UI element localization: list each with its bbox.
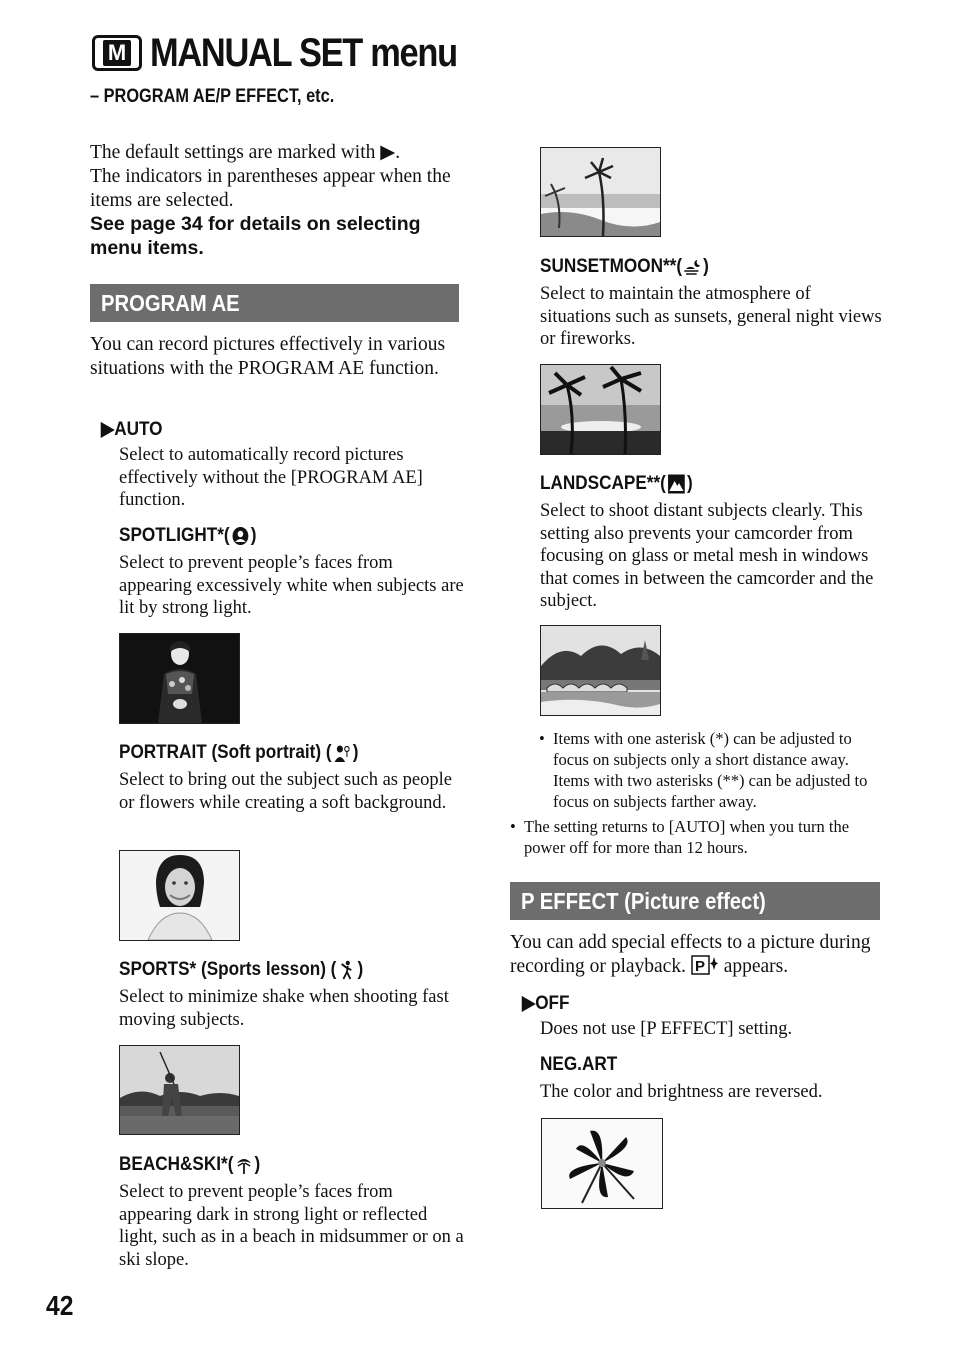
item-auto-label: ▶AUTO xyxy=(101,418,163,440)
sports-example-photo xyxy=(119,1045,240,1135)
page-subtitle: – PROGRAM AE/P EFFECT, etc. xyxy=(90,86,335,107)
item-landscape-text: Select to shoot distant subjects clearly. This setting also prevents your camcorder from focusing on glass or metal mesh in windows that comes in between the camcorder and the subject. xyxy=(540,501,874,611)
sports-icon xyxy=(338,960,356,980)
item-auto-text: Select to automatically record pictures effectively without the [PROGRAM AE] function. xyxy=(119,445,423,510)
page-title-row xyxy=(92,32,507,74)
note-asterisk: • Items with one asterisk (*) can be adjusted to focus on subjects only a short distance away. Items with two asterisks (**) can be adjusted to focus on subjects farther away. xyxy=(539,729,868,811)
item-neg-art-text: The color and brightness are reversed. xyxy=(540,1082,823,1102)
page-number: 42 xyxy=(46,1290,74,1321)
beach-ski-example-photo xyxy=(540,147,661,237)
sunset-moon-icon xyxy=(684,257,702,277)
item-spotlight-label: SPOTLIGHT*( ) xyxy=(119,524,257,546)
item-beach-ski-label: BEACH&SKI*( ) xyxy=(119,1153,261,1175)
notes-list xyxy=(539,728,874,812)
section-program-ae: PROGRAM AE xyxy=(90,284,459,322)
intro-note: See page 34 for details on selecting menu items. xyxy=(90,213,421,259)
item-sports-text: Select to minimize shake when shooting fast moving subjects. xyxy=(119,987,449,1030)
item-portrait-text: Select to bring out the subject such as people or flowers while creating a soft background. xyxy=(119,770,452,813)
item-off-label: ▶OFF xyxy=(522,992,570,1014)
manual-set-menu-icon: M xyxy=(92,35,142,71)
item-portrait-label: PORTRAIT (Soft portrait) ( ) xyxy=(119,741,359,763)
landscape-icon xyxy=(668,474,686,494)
item-beach-ski-text: Select to prevent people’s faces from appearing dark in strong light or reflected light, such as in a beach in midsummer or on a ski slope. xyxy=(119,1182,464,1270)
item-spotlight-text: Select to prevent people’s faces from appearing excessively white when subjects are lit by strong light. xyxy=(119,553,464,618)
landscape-example-photo xyxy=(540,625,661,716)
svg-text:P: P xyxy=(694,958,705,975)
item-off-text: Does not use [P EFFECT] setting. xyxy=(540,1019,793,1039)
intro-line2: The indicators in parentheses appear when the items are selected. xyxy=(90,166,451,211)
item-landscape-label: LANDSCAPE**( ) xyxy=(540,472,693,494)
p-effect-description: You can add special effects to a picture during recording or playback. P appears. xyxy=(510,931,882,982)
section-p-effect: P EFFECT (Picture effect) xyxy=(510,882,880,920)
sunsetmoon-example-photo xyxy=(540,364,661,455)
notes-list-2 xyxy=(510,816,874,858)
spotlight-example-photo xyxy=(119,633,240,724)
beach-ski-icon xyxy=(235,1155,253,1175)
p-effect-indicator-icon xyxy=(691,955,719,982)
neg-art-example-photo xyxy=(541,1118,663,1209)
item-sunsetmoon-label: SUNSETMOON**( ) xyxy=(540,255,709,277)
item-sports-label: SPORTS* (Sports lesson) ( ) xyxy=(119,958,364,980)
intro-text xyxy=(90,141,460,213)
note-auto-reset: • The setting returns to [AUTO] when you turn the power off for more than 12 hours. xyxy=(510,817,850,857)
item-sunsetmoon-text: Select to maintain the atmosphere of situations such as sunsets, general night views or fireworks. xyxy=(540,284,882,349)
item-neg-art-label: NEG.ART xyxy=(540,1053,618,1075)
portrait-example-photo xyxy=(119,850,240,941)
page-title: MANUAL SET menu xyxy=(150,30,457,75)
intro-line1: The default settings are marked with ▶. xyxy=(90,142,401,163)
program-ae-description: You can record pictures effectively in various situations with the PROGRAM AE function. xyxy=(90,334,446,379)
portrait-icon xyxy=(333,743,351,763)
spotlight-icon xyxy=(231,526,249,546)
